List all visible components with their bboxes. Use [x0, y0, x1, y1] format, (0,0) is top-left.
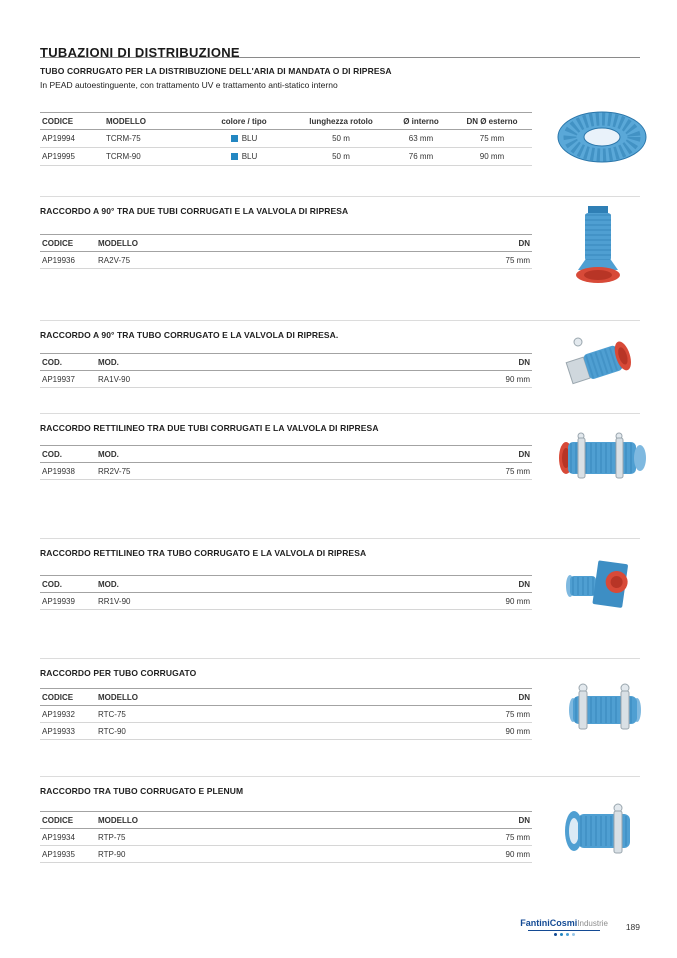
cell-codice: AP19935: [42, 849, 75, 859]
table-header-row: [40, 812, 532, 829]
blue-color-swatch: [231, 153, 238, 160]
color-label: BLU: [241, 133, 258, 143]
table-header-row: [40, 354, 532, 371]
cell-lunghezza: 50 m: [332, 152, 350, 161]
col-codice: CODICE: [42, 692, 74, 702]
raccordo-tubo-plenum-table: [40, 811, 532, 863]
plenum-coupling-icon: [562, 798, 640, 864]
section-heading: RACCORDO A 90° TRA DUE TUBI CORRUGATI E LA VALVOLA DI RIPRESA: [40, 206, 349, 216]
page-number: 189: [625, 922, 640, 932]
product-image-elbow-fitting-single: [562, 330, 640, 401]
col-codice: COD.: [42, 579, 62, 589]
cell-esterno: 75 mm: [479, 134, 505, 143]
logo-industrie: Industrie: [577, 919, 608, 928]
table-header-row: [40, 689, 532, 706]
table-row: [40, 463, 532, 480]
col-dn: DN: [518, 579, 530, 589]
col-modello: MOD.: [98, 579, 119, 589]
cell-dn: 90 mm: [505, 596, 530, 606]
section-divider: [40, 776, 640, 777]
logo-text: [520, 918, 608, 929]
col-modello: MOD.: [98, 357, 119, 367]
section-raccordo-tubo-plenum: [40, 776, 640, 863]
cell-modello: RA2V-75: [98, 255, 131, 265]
col-dn: DN: [518, 357, 530, 367]
cell-codice: AP19936: [42, 255, 75, 265]
cell-modello: RTC-90: [98, 726, 126, 736]
cell-modello: RTC-75: [98, 709, 126, 719]
logo-dots: [520, 933, 608, 936]
raccordo-rettilineo-due-tubi-table: [40, 445, 532, 480]
cell-codice: AP19994: [42, 134, 75, 143]
product-image-straight-fitting-single: [561, 554, 635, 625]
cell-dn: 75 mm: [505, 466, 530, 476]
cell-dn: 90 mm: [505, 726, 530, 736]
tubo-corrugato-table: [40, 112, 532, 166]
section-divider: [40, 538, 640, 539]
logo-fantini: Fantini: [520, 918, 550, 928]
table-row: [40, 846, 532, 863]
logo-cosmi: Cosmi: [549, 918, 578, 928]
cell-modello: TCRM-75: [106, 134, 141, 143]
cell-codice: AP19937: [42, 374, 75, 384]
col-modello: MODELLO: [106, 116, 146, 126]
cell-codice: AP19995: [42, 152, 75, 161]
table-header-row: [40, 576, 532, 593]
elbow-fitting-single-icon: [562, 330, 640, 396]
col-codice: COD.: [42, 357, 62, 367]
cell-lunghezza: 50 m: [332, 134, 350, 143]
tube-coupling-icon: [565, 676, 645, 742]
section-divider: [40, 413, 640, 414]
section-divider: [40, 196, 640, 197]
section-divider: [40, 658, 640, 659]
page-title: TUBAZIONI DI DISTRIBUZIONE: [40, 44, 240, 60]
page-footer: [40, 916, 640, 946]
raccordo-rettilineo-tubo-table: [40, 575, 532, 610]
col-lunghezza-rotolo: lunghezza rotolo: [309, 116, 373, 126]
section-heading: RACCORDO RETTILINEO TRA DUE TUBI CORRUGATI E LA VALVOLA DI RIPRESA: [40, 423, 379, 433]
cell-interno: 63 mm: [408, 134, 434, 143]
table-row: [40, 706, 532, 723]
section-tubo-corrugato: [40, 66, 640, 166]
cell-codice: AP19939: [42, 596, 75, 606]
product-image-plenum-coupling: [562, 798, 640, 869]
table-row: [40, 723, 532, 740]
col-modello: MODELLO: [98, 815, 138, 825]
col-dn: DN: [518, 815, 530, 825]
cell-modello: TCRM-90: [106, 152, 141, 161]
col-dn-esterno: DN Ø esterno: [466, 116, 518, 126]
section-subheading: In PEAD autoestinguente, con trattamento UV e trattamento anti-statico interno: [40, 80, 338, 90]
section-raccordo-rettilineo-tubo: [40, 538, 640, 610]
cell-interno: 76 mm: [408, 152, 434, 161]
table-row: [40, 252, 532, 269]
cell-codice: AP19932: [42, 709, 75, 719]
table-row: [40, 829, 532, 846]
straight-fitting-single-icon: [561, 554, 635, 620]
section-heading: RACCORDO A 90° TRA TUBO CORRUGATO E LA VALVOLA DI RIPRESA.: [40, 330, 339, 340]
straight-fitting-double-icon: [556, 427, 648, 489]
raccordo-90-tubo-table: [40, 353, 532, 388]
product-image-corrugated-tube-coil: [556, 110, 648, 169]
cell-colore: [196, 130, 292, 148]
col-codice: CODICE: [42, 238, 74, 248]
col-codice: COD.: [42, 449, 62, 459]
blue-color-swatch: [231, 135, 238, 142]
section-raccordo-rettilineo-due-tubi: [40, 413, 640, 480]
elbow-fitting-icon: [568, 204, 628, 288]
table-row: [40, 148, 532, 166]
cell-codice: AP19934: [42, 832, 75, 842]
cell-modello: RTP-90: [98, 849, 126, 859]
product-image-elbow-fitting-double: [568, 204, 628, 293]
section-heading: RACCORDO RETTILINEO TRA TUBO CORRUGATO E LA VALVOLA DI RIPRESA: [40, 548, 367, 558]
cell-dn: 90 mm: [505, 374, 530, 384]
col-dn: DN: [518, 692, 530, 702]
col-dn: DN: [518, 449, 530, 459]
table-row: [40, 593, 532, 610]
col-colore-tipo: colore / tipo: [221, 116, 267, 126]
cell-colore: [196, 148, 292, 166]
cell-modello: RTP-75: [98, 832, 126, 842]
cell-codice: AP19933: [42, 726, 75, 736]
fantini-cosmi-logo: [520, 918, 608, 936]
section-raccordo-90-tubo: [40, 320, 640, 388]
cell-esterno: 90 mm: [479, 152, 505, 161]
logo-rule: [528, 930, 600, 931]
section-heading: RACCORDO TRA TUBO CORRUGATO E PLENUM: [40, 786, 244, 796]
product-image-straight-fitting-double: [556, 427, 648, 494]
section-raccordo-tubo-corrugato: [40, 658, 640, 740]
title-rule: [40, 57, 640, 58]
corrugated-tube-coil-icon: [556, 110, 648, 164]
color-label: BLU: [241, 151, 258, 161]
col-modello: MODELLO: [98, 238, 138, 248]
section-divider: [40, 320, 640, 321]
col-codice: CODICE: [42, 815, 74, 825]
cell-codice: AP19938: [42, 466, 75, 476]
cell-modello: RA1V-90: [98, 374, 131, 384]
raccordo-tubo-corrugato-table: [40, 688, 532, 740]
section-heading: RACCORDO PER TUBO CORRUGATO: [40, 668, 197, 678]
col-modello: MODELLO: [98, 692, 138, 702]
table-header-row: [40, 446, 532, 463]
section-raccordo-90-due-tubi: [40, 196, 640, 269]
col-codice: CODICE: [42, 116, 74, 126]
cell-dn: 75 mm: [505, 255, 530, 265]
cell-dn: 75 mm: [505, 832, 530, 842]
col-modello: MOD.: [98, 449, 119, 459]
cell-modello: RR2V-75: [98, 466, 131, 476]
product-image-tube-coupling: [565, 676, 645, 747]
table-row: [40, 371, 532, 388]
table-header-row: [40, 235, 532, 252]
col-dn: DN: [518, 238, 530, 248]
cell-modello: RR1V-90: [98, 596, 131, 606]
cell-dn: 75 mm: [505, 709, 530, 719]
table-row: [40, 130, 532, 148]
col-diametro-interno: Ø interno: [403, 116, 439, 126]
cell-dn: 90 mm: [505, 849, 530, 859]
raccordo-90-due-tubi-table: [40, 234, 532, 269]
section-heading: TUBO CORRUGATO PER LA DISTRIBUZIONE DELL'ARIA DI MANDATA O DI RIPRESA: [40, 66, 392, 76]
table-header-row: [40, 113, 532, 130]
